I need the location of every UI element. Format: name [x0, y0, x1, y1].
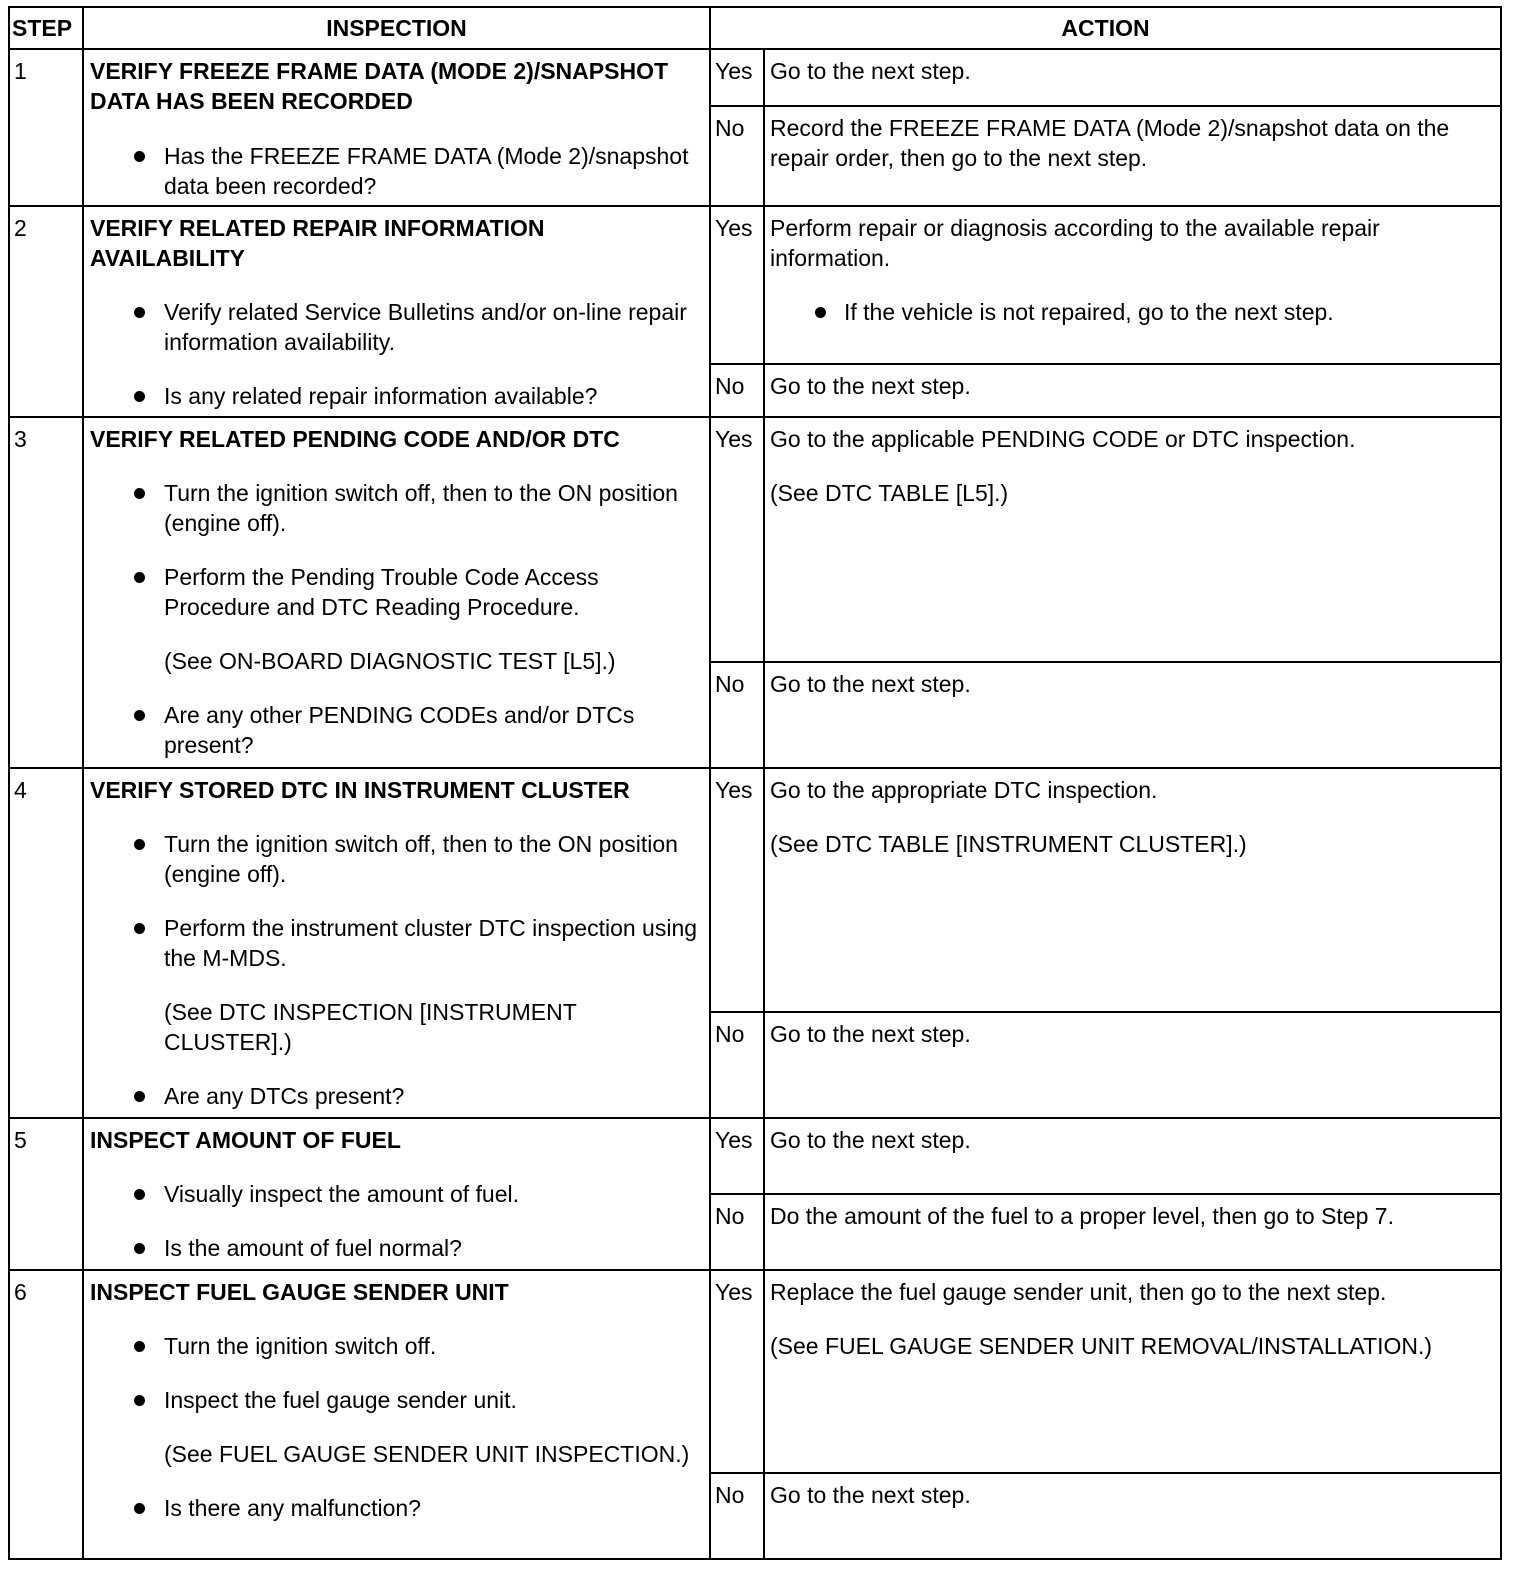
inspection-cell — [83, 49, 710, 206]
step-title: VERIFY STORED DTC IN INSTRUMENT CLUSTER — [90, 777, 630, 803]
yes-label: Yes — [710, 768, 764, 1012]
troubleshooting-document — [8, 6, 1500, 1561]
yes-action-text: Go to the next step. — [770, 1127, 971, 1153]
inspection-table — [8, 6, 1502, 1560]
yes-action-text: Go to the next step. — [770, 58, 971, 84]
inspection-reference: (See DTC INSPECTION [INSTRUMENT CLUSTER].) — [164, 999, 577, 1055]
no-action-text: Go to the next step. — [770, 671, 971, 697]
step-number: 6 — [9, 1270, 83, 1559]
yes-label: Yes — [710, 49, 764, 106]
table-row — [9, 768, 1501, 1012]
inspection-bullet: Verify related Service Bulletins and/or on-line repair information availability. — [90, 297, 703, 357]
no-action-text: Go to the next step. — [770, 1482, 971, 1508]
yes-action-text: Go to the applicable PENDING CODE or DTC inspection. — [770, 426, 1356, 452]
action-cell — [764, 49, 1501, 106]
no-label: No — [710, 662, 764, 768]
action-cell — [764, 206, 1501, 364]
step-title: INSPECT AMOUNT OF FUEL — [90, 1127, 401, 1153]
inspection-bullet: Turn the ignition switch off, then to the ON position (engine off). — [90, 829, 703, 889]
action-column-header: ACTION — [710, 7, 1501, 49]
action-cell — [764, 417, 1501, 662]
table-row — [9, 417, 1501, 662]
inspection-bullet: Is there any malfunction? — [90, 1493, 703, 1523]
action-bullet: If the vehicle is not repaired, go to the next step. — [770, 297, 1496, 327]
action-cell — [764, 1473, 1501, 1559]
action-reference: (See DTC TABLE [INSTRUMENT CLUSTER].) — [770, 831, 1247, 857]
inspection-cell — [83, 1118, 710, 1270]
action-cell — [764, 768, 1501, 1012]
step-number: 3 — [9, 417, 83, 768]
table-row — [9, 1118, 1501, 1194]
no-action-text: Go to the next step. — [770, 1021, 971, 1047]
yes-action-text: Replace the fuel gauge sender unit, then go to the next step. — [770, 1279, 1387, 1305]
step-title: VERIFY RELATED PENDING CODE AND/OR DTC — [90, 426, 620, 452]
step-number: 2 — [9, 206, 83, 417]
inspection-cell — [83, 417, 710, 768]
action-cell — [764, 1270, 1501, 1473]
inspection-cell — [83, 1270, 710, 1559]
no-label: No — [710, 1473, 764, 1559]
no-action-text: Do the amount of the fuel to a proper level, then go to Step 7. — [770, 1203, 1394, 1229]
yes-label: Yes — [710, 1270, 764, 1473]
inspection-bullet: Are any other PENDING CODEs and/or DTCs present? — [90, 700, 703, 760]
yes-action-text: Perform repair or diagnosis according to the available repair information. — [770, 215, 1380, 271]
inspection-reference: (See FUEL GAUGE SENDER UNIT INSPECTION.) — [164, 1441, 690, 1467]
inspection-bullet: Inspect the fuel gauge sender unit. — [90, 1385, 703, 1415]
no-label: No — [710, 106, 764, 206]
action-cell — [764, 364, 1501, 417]
table-row — [9, 49, 1501, 106]
yes-label: Yes — [710, 1118, 764, 1194]
inspection-bullet: Has the FREEZE FRAME DATA (Mode 2)/snapshot data been recorded? — [90, 141, 703, 201]
action-cell — [764, 662, 1501, 768]
step-number: 5 — [9, 1118, 83, 1270]
action-reference: (See FUEL GAUGE SENDER UNIT REMOVAL/INSTALLATION.) — [770, 1333, 1433, 1359]
action-cell — [764, 106, 1501, 206]
inspection-cell — [83, 768, 710, 1118]
step-number: 4 — [9, 768, 83, 1118]
inspection-reference: (See ON-BOARD DIAGNOSTIC TEST [L5].) — [164, 648, 616, 674]
inspection-bullet: Are any DTCs present? — [90, 1081, 703, 1111]
inspection-cell — [83, 206, 710, 417]
action-cell — [764, 1118, 1501, 1194]
step-title: INSPECT FUEL GAUGE SENDER UNIT — [90, 1279, 509, 1305]
table-row — [9, 206, 1501, 364]
table-row — [9, 1270, 1501, 1473]
inspection-bullet: Visually inspect the amount of fuel. — [90, 1179, 703, 1209]
action-reference: (See DTC TABLE [L5].) — [770, 480, 1009, 506]
no-label: No — [710, 1194, 764, 1270]
yes-label: Yes — [710, 417, 764, 662]
step-title: VERIFY FREEZE FRAME DATA (MODE 2)/SNAPSHOT DATA HAS BEEN RECORDED — [90, 58, 669, 114]
inspection-bullet: Perform the instrument cluster DTC inspection using the M-MDS. — [90, 913, 703, 973]
step-title: VERIFY RELATED REPAIR INFORMATION AVAILABILITY — [90, 215, 545, 271]
yes-label: Yes — [710, 206, 764, 364]
inspection-column-header: INSPECTION — [83, 7, 710, 49]
action-cell — [764, 1012, 1501, 1118]
table-header-row — [9, 7, 1501, 49]
inspection-bullet: Perform the Pending Trouble Code Access Procedure and DTC Reading Procedure. — [90, 562, 703, 622]
no-label: No — [710, 1012, 764, 1118]
inspection-bullet: Is the amount of fuel normal? — [90, 1233, 703, 1263]
inspection-bullet: Turn the ignition switch off. — [90, 1331, 703, 1361]
step-column-header: STEP — [9, 7, 83, 49]
step-number: 1 — [9, 49, 83, 206]
action-cell — [764, 1194, 1501, 1270]
no-action-text: Record the FREEZE FRAME DATA (Mode 2)/snapshot data on the repair order, then go to the next step. — [770, 115, 1450, 171]
inspection-bullet: Is any related repair information available? — [90, 381, 703, 411]
no-action-text: Go to the next step. — [770, 373, 971, 399]
no-label: No — [710, 364, 764, 417]
inspection-bullet: Turn the ignition switch off, then to the ON position (engine off). — [90, 478, 703, 538]
yes-action-text: Go to the appropriate DTC inspection. — [770, 777, 1158, 803]
